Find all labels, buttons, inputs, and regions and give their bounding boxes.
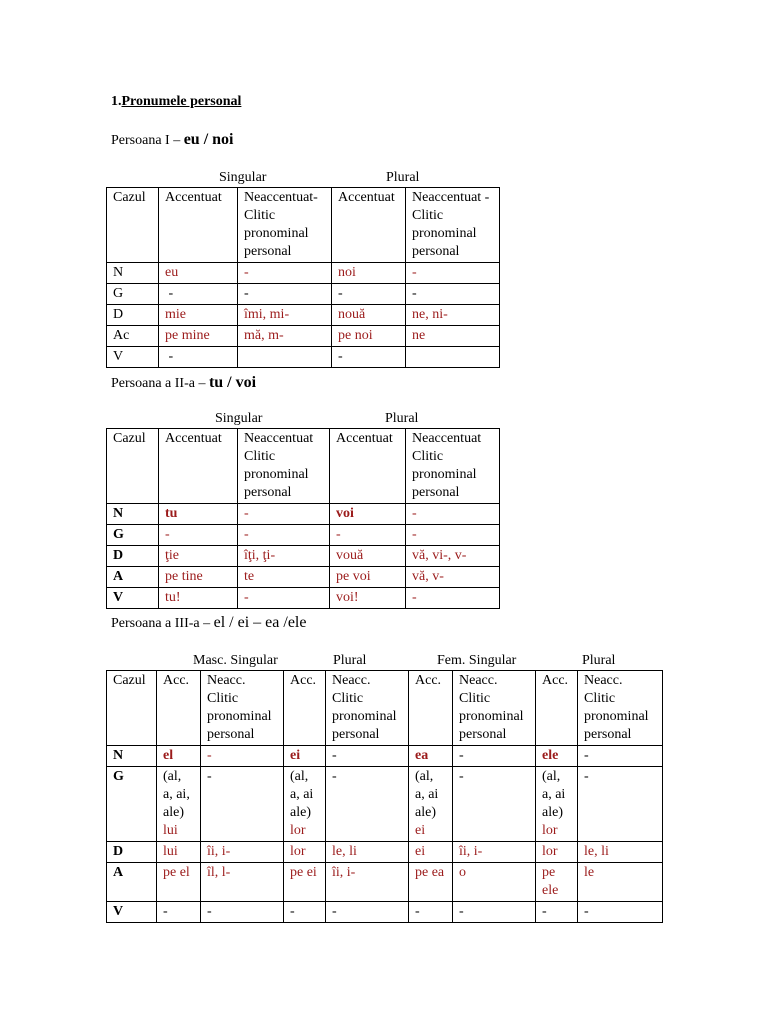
- header-cell: Neaccentuat-Clitic pronominal personal: [238, 188, 332, 263]
- table-cell: îl, l-: [201, 863, 284, 902]
- table-cell: [536, 767, 578, 842]
- table-cell: -: [238, 504, 330, 525]
- header-cell: Neacc. Clitic pronominal personal: [578, 671, 663, 746]
- person3-heading: [111, 614, 306, 632]
- table-row: [107, 525, 500, 546]
- person1-group-plural: Plural: [386, 170, 420, 185]
- case-cell: A: [107, 863, 157, 902]
- table-cell: pe ele: [536, 863, 578, 902]
- case-cell: Ac: [107, 326, 159, 347]
- table-cell: -: [159, 525, 238, 546]
- section-number: 1.: [111, 94, 122, 109]
- header-cell: Cazul: [107, 188, 159, 263]
- person1-forms: eu /: [183, 131, 213, 148]
- table-header-row: [107, 429, 500, 504]
- table-cell: mie: [159, 305, 238, 326]
- genitive-article: (al, a, ai, ale): [163, 769, 190, 820]
- person3-group-fem-plural: Plural: [582, 653, 616, 668]
- header-cell: [406, 429, 500, 504]
- table-cell: îi, i-: [201, 842, 284, 863]
- table-row: [107, 902, 663, 923]
- genitive-form: lor: [542, 823, 558, 838]
- person2-group-singular: Singular: [215, 411, 263, 426]
- header-cell: Acc.: [536, 671, 578, 746]
- header-cell: Cazul: [107, 429, 159, 504]
- table-cell: -: [157, 902, 201, 923]
- table-header-row: [107, 671, 663, 746]
- person1-forms-2: noi: [212, 131, 234, 148]
- table-cell: -: [536, 902, 578, 923]
- table-cell: -: [238, 263, 332, 284]
- person3-table: [106, 670, 663, 923]
- table-row: [107, 863, 663, 902]
- table-cell: ne, ni-: [406, 305, 500, 326]
- table-cell: [157, 767, 201, 842]
- table-row: [107, 588, 500, 609]
- genitive-form: ei: [415, 823, 426, 838]
- person3-heading-label: Persoana a III-a –: [111, 616, 214, 631]
- header-cell: Acc.: [157, 671, 201, 746]
- header-cell: Cazul: [107, 671, 157, 746]
- header-cell: Neacc. Clitic pronominal personal: [453, 671, 536, 746]
- table-cell: -: [578, 767, 663, 842]
- case-cell: D: [107, 842, 157, 863]
- table-cell: -: [326, 902, 409, 923]
- table-cell: -: [326, 767, 409, 842]
- person3-group-masc-singular: Masc. Singular: [193, 653, 278, 668]
- case-cell: G: [107, 284, 159, 305]
- case-cell: V: [107, 588, 159, 609]
- header-cell: Acc.: [409, 671, 453, 746]
- table-row: [107, 504, 500, 525]
- table-cell: le, li: [578, 842, 663, 863]
- person2-table: [106, 428, 500, 609]
- table-cell: pe noi: [332, 326, 406, 347]
- table-cell: -: [326, 746, 409, 767]
- table-cell: [406, 347, 500, 368]
- header-cell: Accentuat: [159, 429, 238, 504]
- table-cell: -: [201, 746, 284, 767]
- table-cell: voi!: [330, 588, 406, 609]
- table-cell: -: [578, 902, 663, 923]
- case-cell: G: [107, 525, 159, 546]
- header-cell: Neacc. Clitic pronominal personal: [326, 671, 409, 746]
- genitive-article: (al, a, ai ale): [542, 769, 566, 820]
- table-row: [107, 746, 663, 767]
- table-cell: lor: [284, 842, 326, 863]
- header-cell: Accentuat: [332, 188, 406, 263]
- table-cell: -: [332, 284, 406, 305]
- person2-heading-label: Persoana a II-a –: [111, 376, 209, 391]
- section-title: [111, 94, 241, 110]
- header-cell: Neaccentuat -Clitic pronominal personal: [406, 188, 500, 263]
- table-cell: le: [578, 863, 663, 902]
- case-cell: V: [107, 902, 157, 923]
- table-cell: pe tine: [159, 567, 238, 588]
- table-cell: -: [409, 902, 453, 923]
- header-cell: Accentuat: [330, 429, 406, 504]
- section-title-text: Pronumele personal: [121, 94, 242, 109]
- table-cell: noi: [332, 263, 406, 284]
- table-cell: vă, vi-, v-: [406, 546, 500, 567]
- header-cell: Neaccentuat Clitic pronominal personal: [238, 429, 330, 504]
- table-cell: vouă: [330, 546, 406, 567]
- case-cell: D: [107, 305, 159, 326]
- table-cell: [409, 767, 453, 842]
- table-cell: -: [453, 767, 536, 842]
- person2-group-plural: Plural: [385, 411, 419, 426]
- table-row: [107, 546, 500, 567]
- table-cell: -: [453, 902, 536, 923]
- case-cell: N: [107, 746, 157, 767]
- table-row: [107, 305, 500, 326]
- table-cell: -: [238, 284, 332, 305]
- genitive-form: lui: [163, 823, 178, 838]
- table-cell: -: [406, 263, 500, 284]
- case-cell: N: [107, 263, 159, 284]
- table-cell: -: [201, 767, 284, 842]
- table-cell: -: [330, 525, 406, 546]
- case-cell: V: [107, 347, 159, 368]
- table-header-row: [107, 188, 500, 263]
- table-cell: îţi, ţi-: [238, 546, 330, 567]
- table-cell: ne: [406, 326, 500, 347]
- table-cell: el: [157, 746, 201, 767]
- table-cell: pe mine: [159, 326, 238, 347]
- table-cell: tu: [159, 504, 238, 525]
- table-cell: tu!: [159, 588, 238, 609]
- person2-forms: tu / voi: [208, 374, 257, 391]
- genitive-form: lor: [290, 823, 306, 838]
- table-cell: [284, 767, 326, 842]
- table-cell: [238, 347, 332, 368]
- table-cell: o: [453, 863, 536, 902]
- case-cell: G: [107, 767, 157, 842]
- table-row: [107, 767, 663, 842]
- table-cell: -: [332, 347, 406, 368]
- table-cell: -: [159, 284, 238, 305]
- person1-heading-label: Persoana I –: [111, 133, 184, 148]
- table-cell: -: [238, 588, 330, 609]
- table-row: [107, 263, 500, 284]
- person3-group-masc-plural: Plural: [333, 653, 367, 668]
- table-cell: te: [238, 567, 330, 588]
- genitive-article: (al, a, ai ale): [415, 769, 439, 820]
- table-cell: -: [284, 902, 326, 923]
- table-cell: lui: [157, 842, 201, 863]
- case-cell: A: [107, 567, 159, 588]
- table-cell: eu: [159, 263, 238, 284]
- table-cell: -: [453, 746, 536, 767]
- table-cell: -: [201, 902, 284, 923]
- table-cell: pe el: [157, 863, 201, 902]
- person1-table: [106, 187, 500, 368]
- table-cell: le, li: [326, 842, 409, 863]
- table-row: [107, 347, 500, 368]
- table-cell: -: [238, 525, 330, 546]
- table-cell: îmi, mi-: [238, 305, 332, 326]
- table-cell: pe ei: [284, 863, 326, 902]
- table-cell: -: [406, 588, 500, 609]
- person3-group-fem-singular: Fem. Singular: [437, 653, 517, 668]
- table-cell: ţie: [159, 546, 238, 567]
- table-cell: -: [406, 284, 500, 305]
- header-line: Clitic pronominal personal: [412, 449, 477, 500]
- person3-forms: el / ei – ea /ele: [213, 614, 307, 631]
- table-cell: pe ea: [409, 863, 453, 902]
- table-cell: pe voi: [330, 567, 406, 588]
- table-cell: ei: [284, 746, 326, 767]
- table-cell: ea: [409, 746, 453, 767]
- table-cell: -: [159, 347, 238, 368]
- case-cell: D: [107, 546, 159, 567]
- person1-group-singular: Singular: [219, 170, 267, 185]
- header-cell: Acc.: [284, 671, 326, 746]
- table-row: [107, 326, 500, 347]
- table-cell: mă, m-: [238, 326, 332, 347]
- header-line: Neaccentuat: [412, 431, 482, 446]
- case-cell: N: [107, 504, 159, 525]
- table-row: [107, 284, 500, 305]
- person2-heading: [111, 374, 256, 392]
- table-row: [107, 842, 663, 863]
- person1-heading: [111, 131, 234, 149]
- table-cell: -: [578, 746, 663, 767]
- table-cell: -: [406, 525, 500, 546]
- table-cell: ele: [536, 746, 578, 767]
- table-cell: voi: [330, 504, 406, 525]
- header-cell: Accentuat: [159, 188, 238, 263]
- table-cell: lor: [536, 842, 578, 863]
- table-cell: nouă: [332, 305, 406, 326]
- table-cell: -: [406, 504, 500, 525]
- genitive-article: (al, a, ai ale): [290, 769, 314, 820]
- table-cell: vă, v-: [406, 567, 500, 588]
- table-row: [107, 567, 500, 588]
- table-cell: ei: [409, 842, 453, 863]
- header-cell: Neacc. Clitic pronominal personal: [201, 671, 284, 746]
- table-cell: îi, i-: [453, 842, 536, 863]
- header-line-clitic: [412, 448, 493, 502]
- table-cell: îi, i-: [326, 863, 409, 902]
